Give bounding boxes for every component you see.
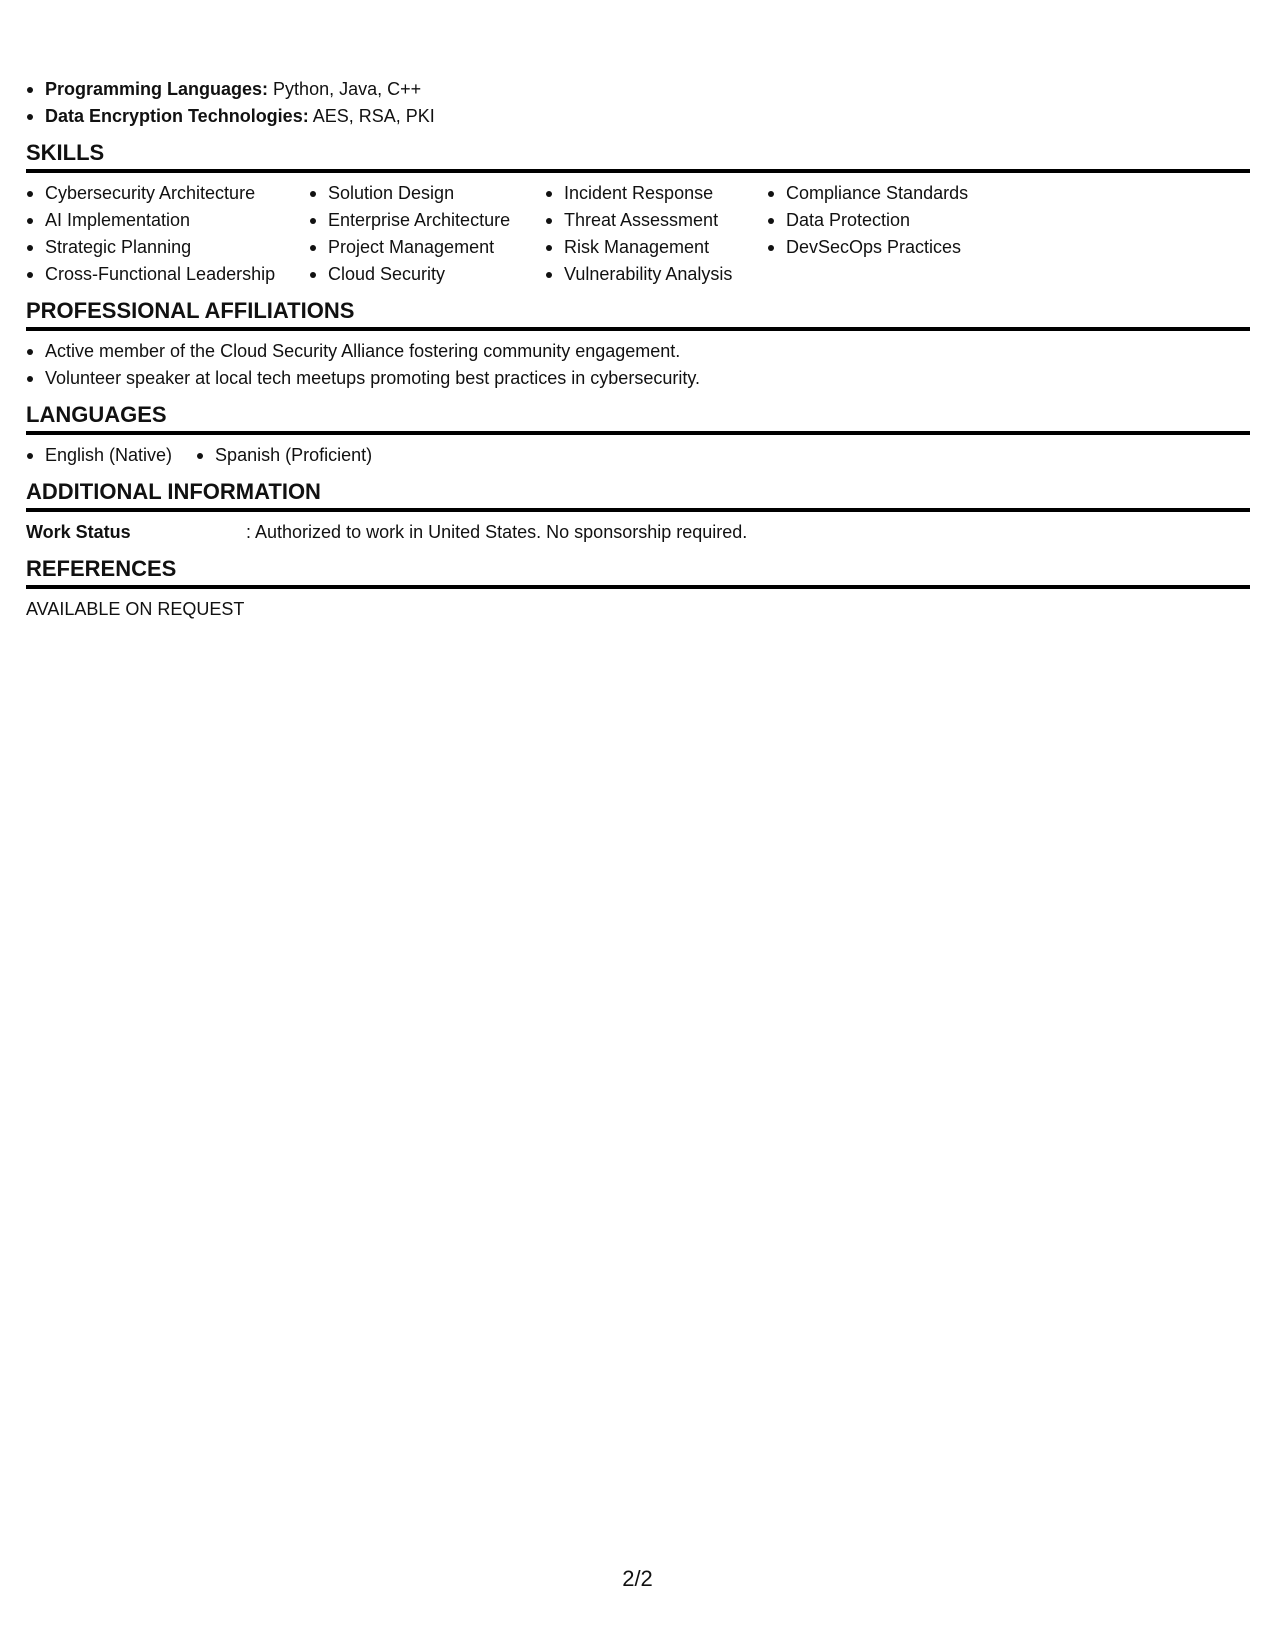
skills-column xyxy=(26,180,309,288)
language-item: English (Native) xyxy=(26,442,172,469)
skills-grid xyxy=(26,180,1250,288)
skill-item: AI Implementation xyxy=(26,207,309,234)
page-number: 2/2 xyxy=(622,1566,653,1591)
technical-label: Data Encryption Technologies: xyxy=(45,106,309,126)
list-item xyxy=(26,76,1250,103)
resume-page xyxy=(26,76,1250,623)
skills-column xyxy=(767,180,1027,288)
skill-item: Project Management xyxy=(309,234,545,261)
language-item: Spanish (Proficient) xyxy=(196,442,372,469)
technical-value: Python, Java, C++ xyxy=(273,79,422,99)
affiliation-item: Active member of the Cloud Security Alliance fostering community engagement. xyxy=(26,338,1250,365)
skills-column xyxy=(545,180,767,288)
skill-item: Compliance Standards xyxy=(767,180,1027,207)
skill-item: Enterprise Architecture xyxy=(309,207,545,234)
section-title-languages: LANGUAGES xyxy=(26,402,1250,435)
skill-item: DevSecOps Practices xyxy=(767,234,1027,261)
section-title-affiliations: PROFESSIONAL AFFILIATIONS xyxy=(26,298,1250,331)
skill-item: Cloud Security xyxy=(309,261,545,288)
section-title-additional-information: ADDITIONAL INFORMATION xyxy=(26,479,1250,512)
affiliation-item: Volunteer speaker at local tech meetups promoting best practices in cybersecurity. xyxy=(26,365,1250,392)
skill-item: Solution Design xyxy=(309,180,545,207)
skill-item: Incident Response xyxy=(545,180,767,207)
languages-list xyxy=(26,442,1250,469)
work-status-label: Work Status xyxy=(26,522,131,542)
skill-item: Cybersecurity Architecture xyxy=(26,180,309,207)
skills-column xyxy=(309,180,545,288)
skill-item: Strategic Planning xyxy=(26,234,309,261)
technical-label: Programming Languages: xyxy=(45,79,269,99)
section-title-references: REFERENCES xyxy=(26,556,1250,589)
work-status-value: : Authorized to work in United States. No sponsorship required. xyxy=(246,522,748,542)
work-status-row xyxy=(26,519,1250,546)
skill-item: Data Protection xyxy=(767,207,1027,234)
skill-item: Cross-Functional Leadership xyxy=(26,261,309,288)
list-item xyxy=(26,103,1250,130)
technical-value: AES, RSA, PKI xyxy=(312,106,435,126)
section-title-skills: SKILLS xyxy=(26,140,1250,173)
skill-item: Vulnerability Analysis xyxy=(545,261,767,288)
skill-item: Risk Management xyxy=(545,234,767,261)
affiliations-list xyxy=(26,338,1250,392)
technical-skills-list xyxy=(26,76,1250,130)
references-text: AVAILABLE ON REQUEST xyxy=(26,599,245,619)
skill-item: Threat Assessment xyxy=(545,207,767,234)
